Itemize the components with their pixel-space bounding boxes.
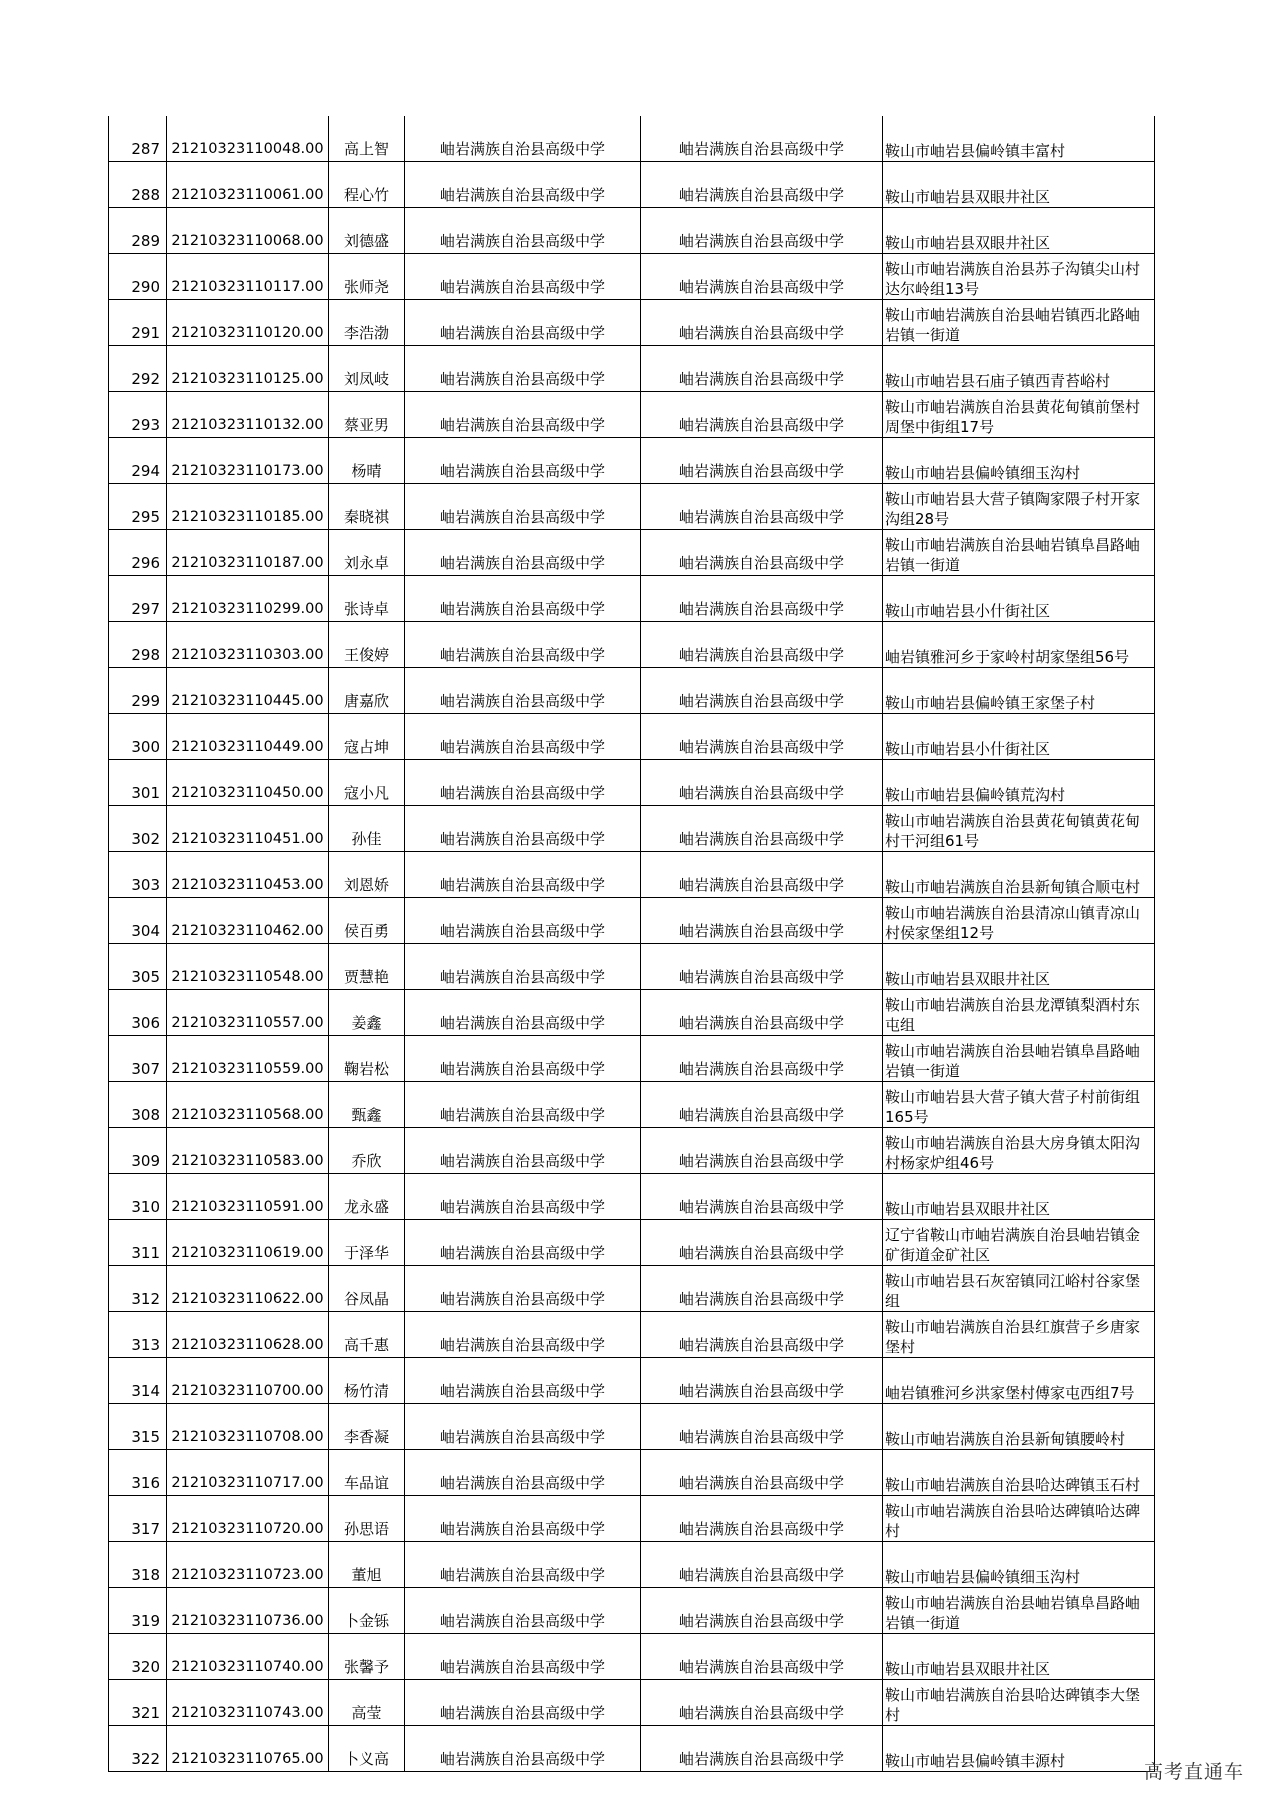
- admitted-school-cell: 岫岩满族自治县高级中学: [641, 668, 883, 714]
- table-row: [109, 714, 1155, 760]
- home-address-cell: 鞍山市岫岩满族自治县岫岩镇西北路岫岩镇一街道: [883, 300, 1155, 346]
- graduating-school-cell: 岫岩满族自治县高级中学: [405, 1634, 641, 1680]
- graduating-school-cell: 岫岩满族自治县高级中学: [405, 1726, 641, 1772]
- admitted-school-cell: 岫岩满族自治县高级中学: [641, 1266, 883, 1312]
- row-number-cell: 322: [109, 1726, 167, 1772]
- home-address-cell: 鞍山市岫岩满族自治县岫岩镇阜昌路岫岩镇一街道: [883, 1588, 1155, 1634]
- admitted-school-cell: 岫岩满族自治县高级中学: [641, 760, 883, 806]
- student-name-cell: 甄鑫: [329, 1082, 405, 1128]
- table-row: [109, 1726, 1155, 1772]
- graduating-school-cell: 岫岩满族自治县高级中学: [405, 1496, 641, 1542]
- admitted-school-cell: 岫岩满族自治县高级中学: [641, 300, 883, 346]
- table-row: [109, 1036, 1155, 1082]
- exam-id-cell: 21210323110743.00: [167, 1680, 329, 1726]
- exam-id-cell: 21210323110299.00: [167, 576, 329, 622]
- admitted-school-cell: 岫岩满族自治县高级中学: [641, 346, 883, 392]
- student-name-cell: 卜金铄: [329, 1588, 405, 1634]
- student-name-cell: 刘凤岐: [329, 346, 405, 392]
- graduating-school-cell: 岫岩满族自治县高级中学: [405, 346, 641, 392]
- admitted-school-cell: 岫岩满族自治县高级中学: [641, 116, 883, 162]
- home-address-cell: 鞍山市岫岩满族自治县红旗营子乡唐家堡村: [883, 1312, 1155, 1358]
- row-number-cell: 304: [109, 898, 167, 944]
- table-row: [109, 162, 1155, 208]
- student-name-cell: 卜义高: [329, 1726, 405, 1772]
- row-number-cell: 292: [109, 346, 167, 392]
- admitted-school-cell: 岫岩满族自治县高级中学: [641, 392, 883, 438]
- table-row: [109, 806, 1155, 852]
- student-name-cell: 秦晓祺: [329, 484, 405, 530]
- table-row: [109, 1680, 1155, 1726]
- student-name-cell: 刘恩娇: [329, 852, 405, 898]
- exam-id-cell: 21210323110717.00: [167, 1450, 329, 1496]
- student-name-cell: 寇小凡: [329, 760, 405, 806]
- home-address-cell: 鞍山市岫岩县偏岭镇丰源村: [883, 1726, 1155, 1772]
- student-name-cell: 姜鑫: [329, 990, 405, 1036]
- home-address-cell: 鞍山市岫岩县小什街社区: [883, 714, 1155, 760]
- exam-id-cell: 21210323110187.00: [167, 530, 329, 576]
- home-address-cell: 鞍山市岫岩县偏岭镇细玉沟村: [883, 438, 1155, 484]
- home-address-cell: 岫岩镇雅河乡洪家堡村傅家屯西组7号: [883, 1358, 1155, 1404]
- home-address-cell: 鞍山市岫岩县小什街社区: [883, 576, 1155, 622]
- graduating-school-cell: 岫岩满族自治县高级中学: [405, 1036, 641, 1082]
- row-number-cell: 316: [109, 1450, 167, 1496]
- table-row: [109, 1312, 1155, 1358]
- watermark: 高考直通车: [1143, 1761, 1244, 1783]
- admitted-school-cell: 岫岩满族自治县高级中学: [641, 1680, 883, 1726]
- row-number-cell: 303: [109, 852, 167, 898]
- graduating-school-cell: 岫岩满族自治县高级中学: [405, 1082, 641, 1128]
- admitted-school-cell: 岫岩满族自治县高级中学: [641, 530, 883, 576]
- exam-id-cell: 21210323110628.00: [167, 1312, 329, 1358]
- admitted-school-cell: 岫岩满族自治县高级中学: [641, 1174, 883, 1220]
- admitted-school-cell: 岫岩满族自治县高级中学: [641, 1358, 883, 1404]
- exam-id-cell: 21210323110303.00: [167, 622, 329, 668]
- exam-id-cell: 21210323110740.00: [167, 1634, 329, 1680]
- home-address-cell: 鞍山市岫岩满族自治县新甸镇合顺屯村: [883, 852, 1155, 898]
- exam-id-cell: 21210323110583.00: [167, 1128, 329, 1174]
- exam-id-cell: 21210323110765.00: [167, 1726, 329, 1772]
- row-number-cell: 298: [109, 622, 167, 668]
- exam-id-cell: 21210323110568.00: [167, 1082, 329, 1128]
- admitted-school-cell: 岫岩满族自治县高级中学: [641, 576, 883, 622]
- graduating-school-cell: 岫岩满族自治县高级中学: [405, 392, 641, 438]
- exam-id-cell: 21210323110449.00: [167, 714, 329, 760]
- student-name-cell: 高千惠: [329, 1312, 405, 1358]
- row-number-cell: 310: [109, 1174, 167, 1220]
- row-number-cell: 318: [109, 1542, 167, 1588]
- admitted-school-cell: 岫岩满族自治县高级中学: [641, 944, 883, 990]
- exam-id-cell: 21210323110622.00: [167, 1266, 329, 1312]
- row-number-cell: 313: [109, 1312, 167, 1358]
- home-address-cell: 鞍山市岫岩县双眼井社区: [883, 162, 1155, 208]
- home-address-cell: 鞍山市岫岩满族自治县新甸镇腰岭村: [883, 1404, 1155, 1450]
- table-row: [109, 484, 1155, 530]
- exam-id-cell: 21210323110720.00: [167, 1496, 329, 1542]
- admitted-school-cell: 岫岩满族自治县高级中学: [641, 1542, 883, 1588]
- exam-id-cell: 21210323110723.00: [167, 1542, 329, 1588]
- graduating-school-cell: 岫岩满族自治县高级中学: [405, 1542, 641, 1588]
- row-number-cell: 301: [109, 760, 167, 806]
- graduating-school-cell: 岫岩满族自治县高级中学: [405, 576, 641, 622]
- admitted-school-cell: 岫岩满族自治县高级中学: [641, 1312, 883, 1358]
- table-row: [109, 1220, 1155, 1266]
- exam-id-cell: 21210323110450.00: [167, 760, 329, 806]
- admitted-school-cell: 岫岩满族自治县高级中学: [641, 438, 883, 484]
- student-name-cell: 张馨予: [329, 1634, 405, 1680]
- row-number-cell: 296: [109, 530, 167, 576]
- home-address-cell: 鞍山市岫岩满族自治县龙潭镇梨酒村东屯组: [883, 990, 1155, 1036]
- graduating-school-cell: 岫岩满族自治县高级中学: [405, 116, 641, 162]
- table-row: [109, 438, 1155, 484]
- graduating-school-cell: 岫岩满族自治县高级中学: [405, 438, 641, 484]
- row-number-cell: 300: [109, 714, 167, 760]
- table-row: [109, 254, 1155, 300]
- admitted-school-cell: 岫岩满族自治县高级中学: [641, 208, 883, 254]
- student-name-cell: 李浩渤: [329, 300, 405, 346]
- student-name-cell: 唐嘉欣: [329, 668, 405, 714]
- admitted-school-cell: 岫岩满族自治县高级中学: [641, 254, 883, 300]
- row-number-cell: 312: [109, 1266, 167, 1312]
- table-row: [109, 1358, 1155, 1404]
- student-name-cell: 张诗卓: [329, 576, 405, 622]
- student-name-cell: 孙思语: [329, 1496, 405, 1542]
- row-number-cell: 291: [109, 300, 167, 346]
- table-row: [109, 944, 1155, 990]
- row-number-cell: 320: [109, 1634, 167, 1680]
- exam-id-cell: 21210323110591.00: [167, 1174, 329, 1220]
- home-address-cell: 鞍山市岫岩满族自治县黄花甸镇黄花甸村干河组61号: [883, 806, 1155, 852]
- table-row: [109, 1174, 1155, 1220]
- student-name-cell: 蔡亚男: [329, 392, 405, 438]
- table-row: [109, 990, 1155, 1036]
- student-name-cell: 高上智: [329, 116, 405, 162]
- admitted-school-cell: 岫岩满族自治县高级中学: [641, 1036, 883, 1082]
- graduating-school-cell: 岫岩满族自治县高级中学: [405, 898, 641, 944]
- table-row: [109, 1404, 1155, 1450]
- graduating-school-cell: 岫岩满族自治县高级中学: [405, 668, 641, 714]
- exam-id-cell: 21210323110548.00: [167, 944, 329, 990]
- graduating-school-cell: 岫岩满族自治县高级中学: [405, 1450, 641, 1496]
- table-row: [109, 622, 1155, 668]
- student-name-cell: 鞠岩松: [329, 1036, 405, 1082]
- graduating-school-cell: 岫岩满族自治县高级中学: [405, 760, 641, 806]
- graduating-school-cell: 岫岩满族自治县高级中学: [405, 1404, 641, 1450]
- admitted-school-cell: 岫岩满族自治县高级中学: [641, 990, 883, 1036]
- student-name-cell: 高莹: [329, 1680, 405, 1726]
- exam-id-cell: 21210323110453.00: [167, 852, 329, 898]
- admitted-school-cell: 岫岩满族自治县高级中学: [641, 1726, 883, 1772]
- graduating-school-cell: 岫岩满族自治县高级中学: [405, 852, 641, 898]
- graduating-school-cell: 岫岩满族自治县高级中学: [405, 1220, 641, 1266]
- graduating-school-cell: 岫岩满族自治县高级中学: [405, 1358, 641, 1404]
- row-number-cell: 290: [109, 254, 167, 300]
- row-number-cell: 288: [109, 162, 167, 208]
- table-row: [109, 300, 1155, 346]
- table-row: [109, 1588, 1155, 1634]
- row-number-cell: 315: [109, 1404, 167, 1450]
- home-address-cell: 鞍山市岫岩县偏岭镇王家堡子村: [883, 668, 1155, 714]
- table-row: [109, 760, 1155, 806]
- row-number-cell: 302: [109, 806, 167, 852]
- graduating-school-cell: 岫岩满族自治县高级中学: [405, 254, 641, 300]
- row-number-cell: 321: [109, 1680, 167, 1726]
- admitted-school-cell: 岫岩满族自治县高级中学: [641, 714, 883, 760]
- exam-id-cell: 21210323110120.00: [167, 300, 329, 346]
- exam-id-cell: 21210323110736.00: [167, 1588, 329, 1634]
- home-address-cell: 岫岩镇雅河乡于家岭村胡家堡组56号: [883, 622, 1155, 668]
- row-number-cell: 287: [109, 116, 167, 162]
- student-name-cell: 杨晴: [329, 438, 405, 484]
- exam-id-cell: 21210323110125.00: [167, 346, 329, 392]
- table-row: [109, 898, 1155, 944]
- admitted-school-cell: 岫岩满族自治县高级中学: [641, 1496, 883, 1542]
- graduating-school-cell: 岫岩满族自治县高级中学: [405, 944, 641, 990]
- student-name-cell: 车品谊: [329, 1450, 405, 1496]
- graduating-school-cell: 岫岩满族自治县高级中学: [405, 208, 641, 254]
- exam-id-cell: 21210323110068.00: [167, 208, 329, 254]
- student-name-cell: 董旭: [329, 1542, 405, 1588]
- exam-id-cell: 21210323110048.00: [167, 116, 329, 162]
- student-list-table: [108, 116, 1155, 1772]
- student-name-cell: 杨竹清: [329, 1358, 405, 1404]
- row-number-cell: 295: [109, 484, 167, 530]
- admitted-school-cell: 岫岩满族自治县高级中学: [641, 484, 883, 530]
- student-name-cell: 王俊婷: [329, 622, 405, 668]
- student-name-cell: 刘永卓: [329, 530, 405, 576]
- exam-id-cell: 21210323110132.00: [167, 392, 329, 438]
- home-address-cell: 鞍山市岫岩满族自治县清凉山镇青凉山村侯家堡组12号: [883, 898, 1155, 944]
- student-name-cell: 于泽华: [329, 1220, 405, 1266]
- table-row: [109, 116, 1155, 162]
- admitted-school-cell: 岫岩满族自治县高级中学: [641, 1082, 883, 1128]
- table-row: [109, 852, 1155, 898]
- home-address-cell: 鞍山市岫岩县大营子镇陶家隈子村开家沟组28号: [883, 484, 1155, 530]
- table-row: [109, 1450, 1155, 1496]
- home-address-cell: 鞍山市岫岩满族自治县岫岩镇阜昌路岫岩镇一街道: [883, 530, 1155, 576]
- row-number-cell: 299: [109, 668, 167, 714]
- graduating-school-cell: 岫岩满族自治县高级中学: [405, 1312, 641, 1358]
- graduating-school-cell: 岫岩满族自治县高级中学: [405, 714, 641, 760]
- admitted-school-cell: 岫岩满族自治县高级中学: [641, 852, 883, 898]
- graduating-school-cell: 岫岩满族自治县高级中学: [405, 622, 641, 668]
- student-name-cell: 寇占坤: [329, 714, 405, 760]
- row-number-cell: 317: [109, 1496, 167, 1542]
- exam-id-cell: 21210323110619.00: [167, 1220, 329, 1266]
- row-number-cell: 305: [109, 944, 167, 990]
- table-row: [109, 346, 1155, 392]
- admitted-school-cell: 岫岩满族自治县高级中学: [641, 1634, 883, 1680]
- exam-id-cell: 21210323110700.00: [167, 1358, 329, 1404]
- student-name-cell: 乔欣: [329, 1128, 405, 1174]
- admitted-school-cell: 岫岩满族自治县高级中学: [641, 1450, 883, 1496]
- table-body: [109, 116, 1155, 1772]
- home-address-cell: 鞍山市岫岩县偏岭镇细玉沟村: [883, 1542, 1155, 1588]
- home-address-cell: 鞍山市岫岩县双眼井社区: [883, 944, 1155, 990]
- graduating-school-cell: 岫岩满族自治县高级中学: [405, 990, 641, 1036]
- student-name-cell: 孙佳: [329, 806, 405, 852]
- table-row: [109, 1082, 1155, 1128]
- table-row: [109, 1634, 1155, 1680]
- home-address-cell: 鞍山市岫岩县偏岭镇荒沟村: [883, 760, 1155, 806]
- graduating-school-cell: 岫岩满族自治县高级中学: [405, 530, 641, 576]
- exam-id-cell: 21210323110451.00: [167, 806, 329, 852]
- graduating-school-cell: 岫岩满族自治县高级中学: [405, 1128, 641, 1174]
- graduating-school-cell: 岫岩满族自治县高级中学: [405, 806, 641, 852]
- home-address-cell: 鞍山市岫岩满族自治县哈达碑镇李大堡村: [883, 1680, 1155, 1726]
- table-row: [109, 668, 1155, 714]
- student-name-cell: 刘德盛: [329, 208, 405, 254]
- home-address-cell: 鞍山市岫岩满族自治县岫岩镇阜昌路岫岩镇一街道: [883, 1036, 1155, 1082]
- exam-id-cell: 21210323110557.00: [167, 990, 329, 1036]
- admitted-school-cell: 岫岩满族自治县高级中学: [641, 898, 883, 944]
- graduating-school-cell: 岫岩满族自治县高级中学: [405, 1588, 641, 1634]
- exam-id-cell: 21210323110445.00: [167, 668, 329, 714]
- row-number-cell: 314: [109, 1358, 167, 1404]
- exam-id-cell: 21210323110173.00: [167, 438, 329, 484]
- row-number-cell: 289: [109, 208, 167, 254]
- home-address-cell: 辽宁省鞍山市岫岩满族自治县岫岩镇金矿街道金矿社区: [883, 1220, 1155, 1266]
- row-number-cell: 311: [109, 1220, 167, 1266]
- row-number-cell: 306: [109, 990, 167, 1036]
- home-address-cell: 鞍山市岫岩满族自治县苏子沟镇尖山村达尔岭组13号: [883, 254, 1155, 300]
- row-number-cell: 309: [109, 1128, 167, 1174]
- row-number-cell: 297: [109, 576, 167, 622]
- home-address-cell: 鞍山市岫岩县大营子镇大营子村前街组165号: [883, 1082, 1155, 1128]
- admitted-school-cell: 岫岩满族自治县高级中学: [641, 1220, 883, 1266]
- row-number-cell: 308: [109, 1082, 167, 1128]
- exam-id-cell: 21210323110061.00: [167, 162, 329, 208]
- exam-id-cell: 21210323110559.00: [167, 1036, 329, 1082]
- table-row: [109, 530, 1155, 576]
- row-number-cell: 293: [109, 392, 167, 438]
- admitted-school-cell: 岫岩满族自治县高级中学: [641, 622, 883, 668]
- graduating-school-cell: 岫岩满族自治县高级中学: [405, 1174, 641, 1220]
- table-row: [109, 392, 1155, 438]
- exam-id-cell: 21210323110117.00: [167, 254, 329, 300]
- home-address-cell: 鞍山市岫岩县双眼井社区: [883, 1174, 1155, 1220]
- home-address-cell: 鞍山市岫岩县偏岭镇丰富村: [883, 116, 1155, 162]
- admitted-school-cell: 岫岩满族自治县高级中学: [641, 1588, 883, 1634]
- row-number-cell: 307: [109, 1036, 167, 1082]
- row-number-cell: 319: [109, 1588, 167, 1634]
- student-name-cell: 侯百勇: [329, 898, 405, 944]
- graduating-school-cell: 岫岩满族自治县高级中学: [405, 162, 641, 208]
- home-address-cell: 鞍山市岫岩满族自治县哈达碑镇玉石村: [883, 1450, 1155, 1496]
- table-row: [109, 1266, 1155, 1312]
- home-address-cell: 鞍山市岫岩满族自治县大房身镇太阳沟村杨家炉组46号: [883, 1128, 1155, 1174]
- home-address-cell: 鞍山市岫岩县石庙子镇西青苔峪村: [883, 346, 1155, 392]
- table-row: [109, 208, 1155, 254]
- table-row: [109, 576, 1155, 622]
- row-number-cell: 294: [109, 438, 167, 484]
- exam-id-cell: 21210323110462.00: [167, 898, 329, 944]
- home-address-cell: 鞍山市岫岩县双眼井社区: [883, 208, 1155, 254]
- student-name-cell: 张师尧: [329, 254, 405, 300]
- student-name-cell: 贾慧艳: [329, 944, 405, 990]
- admitted-school-cell: 岫岩满族自治县高级中学: [641, 1128, 883, 1174]
- home-address-cell: 鞍山市岫岩县石灰窑镇同江峪村谷家堡组: [883, 1266, 1155, 1312]
- table-row: [109, 1542, 1155, 1588]
- home-address-cell: 鞍山市岫岩满族自治县哈达碑镇哈达碑村: [883, 1496, 1155, 1542]
- exam-id-cell: 21210323110708.00: [167, 1404, 329, 1450]
- exam-id-cell: 21210323110185.00: [167, 484, 329, 530]
- home-address-cell: 鞍山市岫岩满族自治县黄花甸镇前堡村周堡中街组17号: [883, 392, 1155, 438]
- graduating-school-cell: 岫岩满族自治县高级中学: [405, 1266, 641, 1312]
- graduating-school-cell: 岫岩满族自治县高级中学: [405, 484, 641, 530]
- graduating-school-cell: 岫岩满族自治县高级中学: [405, 300, 641, 346]
- graduating-school-cell: 岫岩满族自治县高级中学: [405, 1680, 641, 1726]
- student-name-cell: 龙永盛: [329, 1174, 405, 1220]
- admitted-school-cell: 岫岩满族自治县高级中学: [641, 806, 883, 852]
- student-name-cell: 程心竹: [329, 162, 405, 208]
- student-name-cell: 谷凤晶: [329, 1266, 405, 1312]
- home-address-cell: 鞍山市岫岩县双眼井社区: [883, 1634, 1155, 1680]
- admitted-school-cell: 岫岩满族自治县高级中学: [641, 162, 883, 208]
- table-row: [109, 1496, 1155, 1542]
- student-name-cell: 李香凝: [329, 1404, 405, 1450]
- admitted-school-cell: 岫岩满族自治县高级中学: [641, 1404, 883, 1450]
- table-row: [109, 1128, 1155, 1174]
